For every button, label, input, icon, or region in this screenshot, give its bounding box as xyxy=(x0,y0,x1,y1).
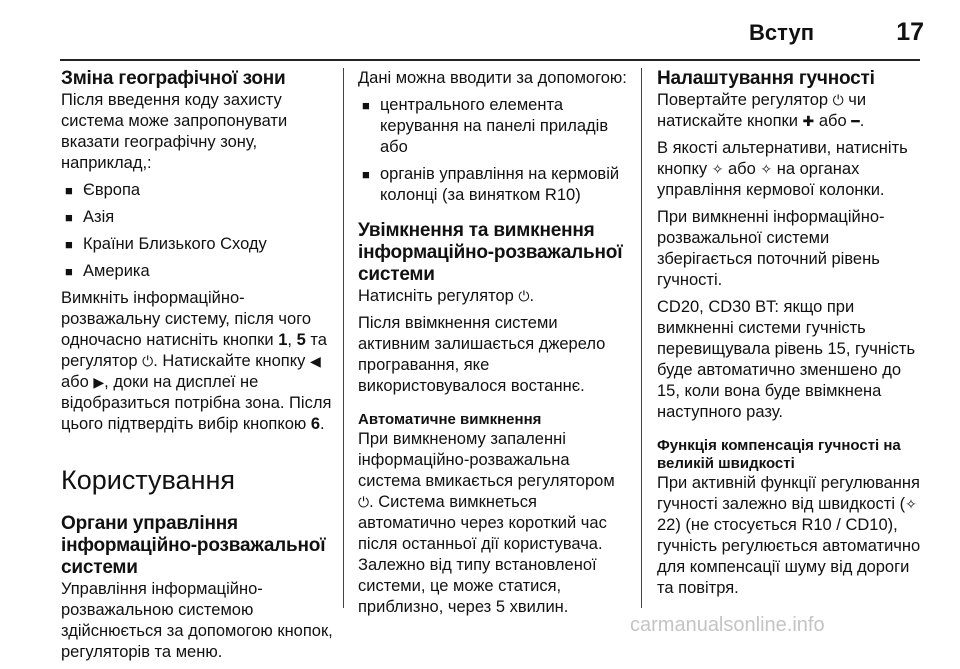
list-item-text: Європа xyxy=(83,181,141,199)
button-label-6: 6 xyxy=(310,415,321,433)
list-item-text: органів управління на кермовій колонці (за винятком R10) xyxy=(380,165,620,204)
paragraph: CD20, CD30 BT: якщо при вимкненні системи гучність перевищувала рівень 15, гучність буде автоматично зменшено до 15, коли вона буде ввімкнена наступного разу. xyxy=(657,298,916,421)
heading-controls: Органи управління інформаційно-розважальної системи xyxy=(61,513,326,578)
list-item-text: Азія xyxy=(83,208,115,226)
square-bullet-icon: ■ xyxy=(65,210,73,225)
page-reference-icon[interactable]: ✧ xyxy=(905,496,917,512)
paragraph: При вимкненні інформаційно-розважальної системи зберігається поточний рівень гучності. xyxy=(657,208,885,289)
input-list xyxy=(358,95,633,206)
heading-geographic-zone: Зміна географічної зони xyxy=(61,68,286,89)
button-label-1: 1 xyxy=(278,331,288,349)
power-knob-icon: ⏻ xyxy=(142,353,154,369)
square-bullet-icon: ■ xyxy=(65,183,73,198)
paragraph: Після ввімкнення системи активним залишається джерело програвання, яке використовувалося востаннє. xyxy=(358,314,606,395)
list-item xyxy=(358,164,633,206)
square-bullet-icon: ■ xyxy=(65,237,73,252)
list-item xyxy=(61,234,333,255)
paragraph: Вимкніть інформаційно-розважальну систему, після чого одночасно натисніть кнопки 1, 5 та регулятор ⏻. Натискайте кнопку ◀ або ▶, доки на дисплеї не відобразиться потрібна зона. Після цього підтвердіть вибір кнопкою 6. xyxy=(61,289,332,433)
zone-list xyxy=(61,180,333,282)
paragraph: В якості альтернативи, натисніть кнопку ✧ або ✧ на органах управління кермової колонки. xyxy=(657,139,908,199)
right-arrow-icon: ▶ xyxy=(93,374,105,390)
heading-speed-compensation: Функція компенсація гучності на великій швидкості xyxy=(657,437,901,472)
heading-usage: Користування xyxy=(61,465,236,495)
list-item xyxy=(61,261,333,282)
heading-auto-off: Автоматичне вимкнення xyxy=(358,411,542,428)
square-bullet-icon: ■ xyxy=(65,264,73,279)
list-item-text: Америка xyxy=(83,262,150,280)
paragraph: При активній функції регулювання гучності залежно від швидкості (✧ 22) (не стосується R10 / CD10), гучність регулюється автоматично для компенсації шуму від дороги та повітря. xyxy=(657,474,921,597)
steering-volume-down-icon: ✧ xyxy=(760,161,773,177)
header-divider xyxy=(60,59,920,61)
left-arrow-icon: ◀ xyxy=(309,353,321,369)
page-number: 17 xyxy=(896,18,924,46)
plus-icon: ✚ xyxy=(802,113,815,129)
watermark: carmanualsonline.info xyxy=(630,614,825,636)
paragraph: Після введення коду захисту система може запропонувати вказати географічну зону, наприклад,: xyxy=(61,91,288,172)
minus-icon: ━ xyxy=(851,113,860,129)
heading-on-off: Увімкнення та вимкнення інформаційно-розважальної системи xyxy=(358,220,623,285)
paragraph: При вимкненому запаленні інформаційно-розважальна система вмикається регулятором ⏻. Система вимкнеться автоматично через короткий час після останньої дії користувача. Залежно від типу встановленої системи, це може статися, приблизно, через 5 хвилин. xyxy=(358,430,615,616)
heading-volume: Налаштування гучності xyxy=(657,68,875,89)
paragraph: Управління інформаційно-розважальною системою здійснюється за допомогою кнопок, регуляторів та меню. xyxy=(61,580,333,661)
column-3 xyxy=(657,68,927,605)
column-2 xyxy=(358,68,633,624)
paragraph: Натисніть регулятор ⏻. xyxy=(358,287,535,305)
power-knob-icon: ⏻ xyxy=(832,92,844,108)
column-divider xyxy=(343,68,344,608)
square-bullet-icon: ■ xyxy=(362,167,370,182)
power-knob-icon: ⏻ xyxy=(518,288,530,304)
button-label-5: 5 xyxy=(296,331,306,349)
list-item xyxy=(61,180,333,201)
page-header xyxy=(40,14,924,44)
column-1 xyxy=(61,68,333,669)
steering-volume-up-icon: ✧ xyxy=(711,161,724,177)
section-title: Вступ xyxy=(749,20,814,45)
list-item xyxy=(358,95,633,158)
power-knob-icon: ⏻ xyxy=(358,494,370,510)
column-divider xyxy=(641,68,642,608)
list-item-text: Країни Близького Сходу xyxy=(83,235,267,253)
list-item xyxy=(61,207,333,228)
paragraph: Дані можна вводити за допомогою: xyxy=(358,69,627,87)
square-bullet-icon: ■ xyxy=(362,98,370,113)
paragraph: Повертайте регулятор ⏻ чи натискайте кнопки ✚ або ━. xyxy=(657,91,867,130)
list-item-text: центрального елемента керування на панелі приладів або xyxy=(380,96,609,156)
